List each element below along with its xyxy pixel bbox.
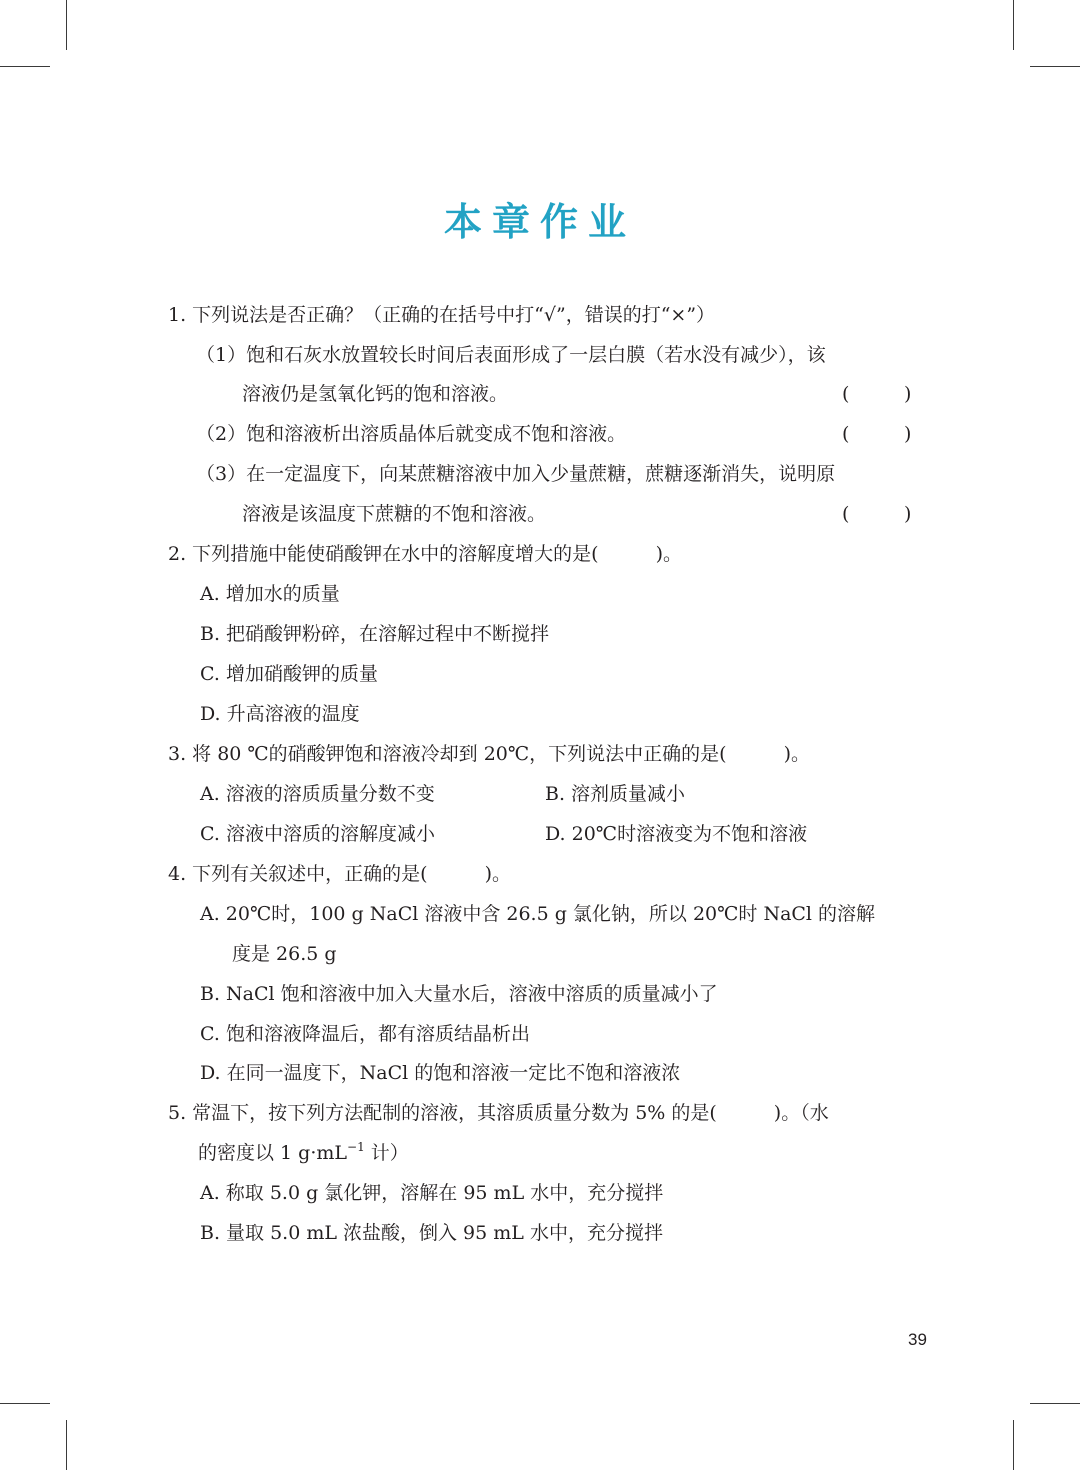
crop-mark-bottom-left-horizontal bbox=[0, 1403, 50, 1404]
page-number: 39 bbox=[908, 1330, 927, 1349]
question-2-option-d: D. 升高溶液的温度 bbox=[200, 703, 360, 725]
question-5-option-b: B. 量取 5.0 mL 浓盐酸，倒入 95 mL 水中，充分搅拌 bbox=[200, 1222, 663, 1244]
question-4-option-a-line-1: A. 20℃时，100 g NaCl 溶液中含 26.5 g 氯化钠，所以 20℃时 NaCl 的溶解 bbox=[200, 903, 876, 925]
question-4-option-b: B. NaCl 饱和溶液中加入大量水后，溶液中溶质的质量减小了 bbox=[200, 983, 718, 1005]
question-1-stem: 1. 下列说法是否正确？（正确的在括号中打“√”，错误的打“×”） bbox=[168, 304, 716, 326]
question-1-item-2-line-1: （2）饱和溶液析出溶质晶体后就变成不饱和溶液。 bbox=[196, 423, 627, 445]
question-4-option-a-line-2: 度是 26.5 g bbox=[232, 943, 337, 965]
question-5-option-a: A. 称取 5.0 g 氯化钾，溶解在 95 mL 水中，充分搅拌 bbox=[200, 1182, 664, 1204]
question-1-item-3-line-1: （3）在一定温度下，向某蔗糖溶液中加入少量蔗糖，蔗糖逐渐消失，说明原 bbox=[196, 463, 836, 485]
crop-mark-top-right-horizontal bbox=[1030, 66, 1080, 67]
page-title: 本章作业 bbox=[443, 200, 636, 244]
question-3-option-c: C. 溶液中溶质的溶解度减小 bbox=[200, 823, 435, 845]
question-1-item-3-line-2: 溶液是该温度下蔗糖的不饱和溶液。 bbox=[242, 503, 547, 525]
crop-mark-bottom-right-vertical bbox=[1013, 1420, 1014, 1470]
crop-mark-top-right-vertical bbox=[1013, 0, 1014, 50]
crop-mark-top-left-horizontal bbox=[0, 66, 50, 67]
question-5-stem-line-2: 的密度以 1 $g\cdot mL^{-1}$ 计） bbox=[198, 1140, 409, 1164]
question-1-item-1-line-1: （1）饱和石灰水放置较长时间后表面形成了一层白膜（若水没有减少），该 bbox=[196, 344, 826, 366]
crop-mark-bottom-right-horizontal bbox=[1030, 1403, 1080, 1404]
question-3-option-a: A. 溶液的溶质质量分数不变 bbox=[200, 783, 435, 805]
question-2-option-c: C. 增加硝酸钾的质量 bbox=[200, 663, 378, 685]
question-1-item-1-line-2: 溶液仍是氢氧化钙的饱和溶液。 bbox=[242, 383, 509, 405]
crop-mark-bottom-left-vertical bbox=[66, 1420, 67, 1470]
question-3-option-d: D. 20℃时溶液变为不饱和溶液 bbox=[545, 823, 808, 845]
question-2-option-b: B. 把硝酸钾粉碎，在溶解过程中不断搅拌 bbox=[200, 623, 550, 645]
question-4-stem: 4. 下列有关叙述中，正确的是( )。 bbox=[168, 863, 511, 885]
question-2-stem: 2. 下列措施中能使硝酸钾在水中的溶解度增大的是( )。 bbox=[168, 543, 682, 565]
question-3-option-b: B. 溶剂质量减小 bbox=[545, 783, 686, 805]
crop-mark-top-left-vertical bbox=[66, 0, 67, 50]
question-2-option-a: A. 增加水的质量 bbox=[200, 583, 340, 605]
question-4-option-c: C. 饱和溶液降温后，都有溶质结晶析出 bbox=[200, 1023, 530, 1045]
question-3-stem: 3. 将 80 ℃的硝酸钾饱和溶液冷却到 20℃，下列说法中正确的是( )。 bbox=[168, 743, 810, 765]
question-5-stem-line-1: 5. 常温下，按下列方法配制的溶液，其溶质质量分数为 5% 的是( )。（水 bbox=[168, 1102, 829, 1124]
question-4-option-d: D. 在同一温度下，NaCl 的饱和溶液一定比不饱和溶液浓 bbox=[200, 1062, 681, 1084]
